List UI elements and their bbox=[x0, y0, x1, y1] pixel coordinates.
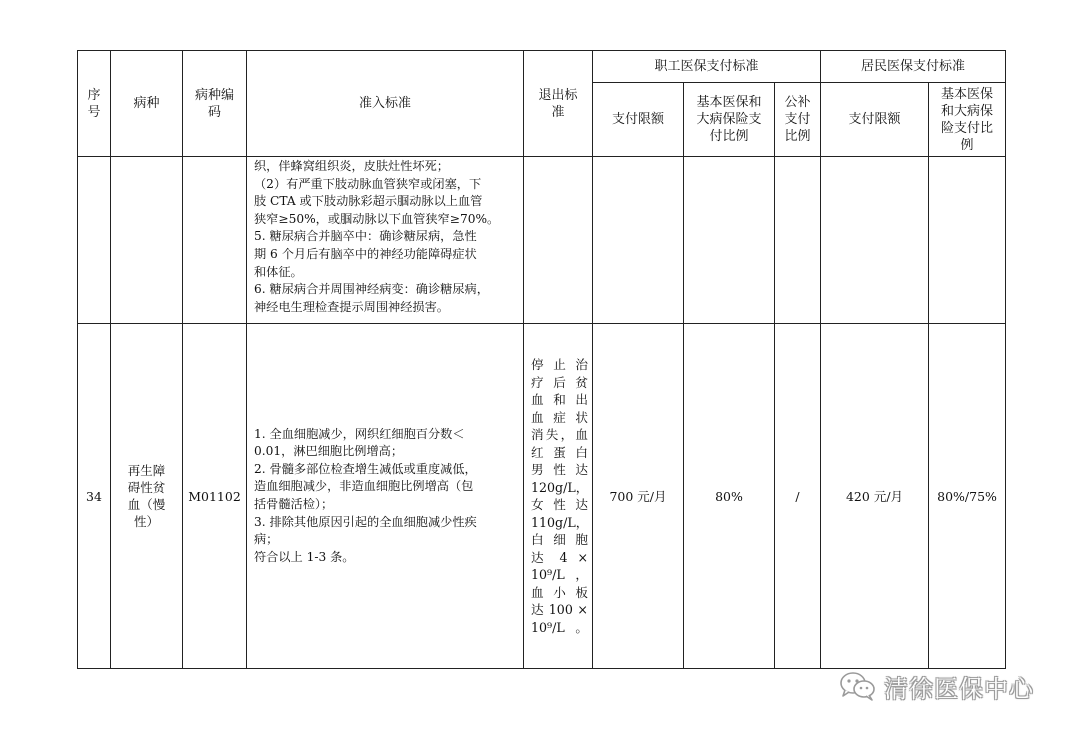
row-seq: 34 bbox=[78, 324, 111, 669]
header-disease: 病种 bbox=[111, 51, 183, 157]
table-row bbox=[78, 157, 1006, 324]
row-emp-limit bbox=[593, 157, 684, 324]
header-emp-subsidy: 公补 支付 比例 bbox=[775, 83, 821, 157]
header-employee-group: 职工医保支付标准 bbox=[593, 51, 821, 83]
header-code: 病种编 码 bbox=[183, 51, 247, 157]
header-res-ratio: 基本医保 和大病保 险支付比 例 bbox=[929, 83, 1006, 157]
row-res-ratio: 80%/75% bbox=[929, 324, 1006, 669]
header-admission-criteria: 准入标准 bbox=[247, 51, 524, 157]
row-res-limit bbox=[821, 157, 929, 324]
payment-standards-table bbox=[77, 50, 1006, 669]
header-resident-group: 居民医保支付标准 bbox=[821, 51, 1006, 83]
header-res-limit: 支付限额 bbox=[821, 83, 929, 157]
wechat-icon bbox=[838, 669, 878, 703]
row-emp-limit: 700 元/月 bbox=[593, 324, 684, 669]
row-disease: 再生障 碍性贫 血（慢 性） bbox=[111, 324, 183, 669]
row-admission-criteria: 1. 全血细胞减少，网织红细胞百分数＜ 0.01，淋巴细胞比例增高； 2. 骨髓多部位检查增生减低或重度减低， 造血细胞减少，非造血细胞比例增高（包 括骨髓活检）； 3. 排除其他原因引起的全血细胞减少性疾 病； 符合以上 1-3 条。 bbox=[247, 324, 524, 669]
table-row bbox=[78, 324, 1006, 669]
row-seq bbox=[78, 157, 111, 324]
row-emp-subsidy: / bbox=[775, 324, 821, 669]
header-emp-ratio: 基本医保和 大病保险支 付比例 bbox=[684, 83, 775, 157]
row-emp-ratio bbox=[684, 157, 775, 324]
header-exit-criteria: 退出标 准 bbox=[524, 51, 593, 157]
row-admission-criteria: 织，伴蜂窝组织炎，皮肤灶性坏死； （2）有严重下肢动脉血管狭窄或闭塞，下 肢 CTA 或下肢动脉彩超示腘动脉以上血管 狭窄≥50%，或腘动脉以下血管狭窄≥70%。 5. 糖尿病合并脑卒中：确诊糖尿病，急性 期 6 个月后有脑卒中的神经功能障碍症状 和体征。 6. 糖尿病合并周围神经病变：确诊糖尿病， 神经电生理检查提示周围神经损害。 bbox=[247, 157, 524, 324]
row-res-ratio bbox=[929, 157, 1006, 324]
row-exit-criteria bbox=[524, 157, 593, 324]
watermark bbox=[838, 668, 1034, 704]
watermark-text: 清徐医保中心 bbox=[884, 674, 1034, 703]
header-seq: 序 号 bbox=[78, 51, 111, 157]
row-code bbox=[183, 157, 247, 324]
row-emp-subsidy bbox=[775, 157, 821, 324]
row-emp-ratio: 80% bbox=[684, 324, 775, 669]
row-code: M01102 bbox=[183, 324, 247, 669]
row-exit-criteria: 停止治 疗后贫 血和出 血症状 消失，血 红蛋白 男性达 120g/L， 女性达 110g/L， 白细胞 达 4 × 10⁹/L ， 血小板 达 100 × 10⁹/L。 bbox=[524, 324, 593, 669]
row-res-limit: 420 元/月 bbox=[821, 324, 929, 669]
header-emp-limit: 支付限额 bbox=[593, 83, 684, 157]
row-disease bbox=[111, 157, 183, 324]
